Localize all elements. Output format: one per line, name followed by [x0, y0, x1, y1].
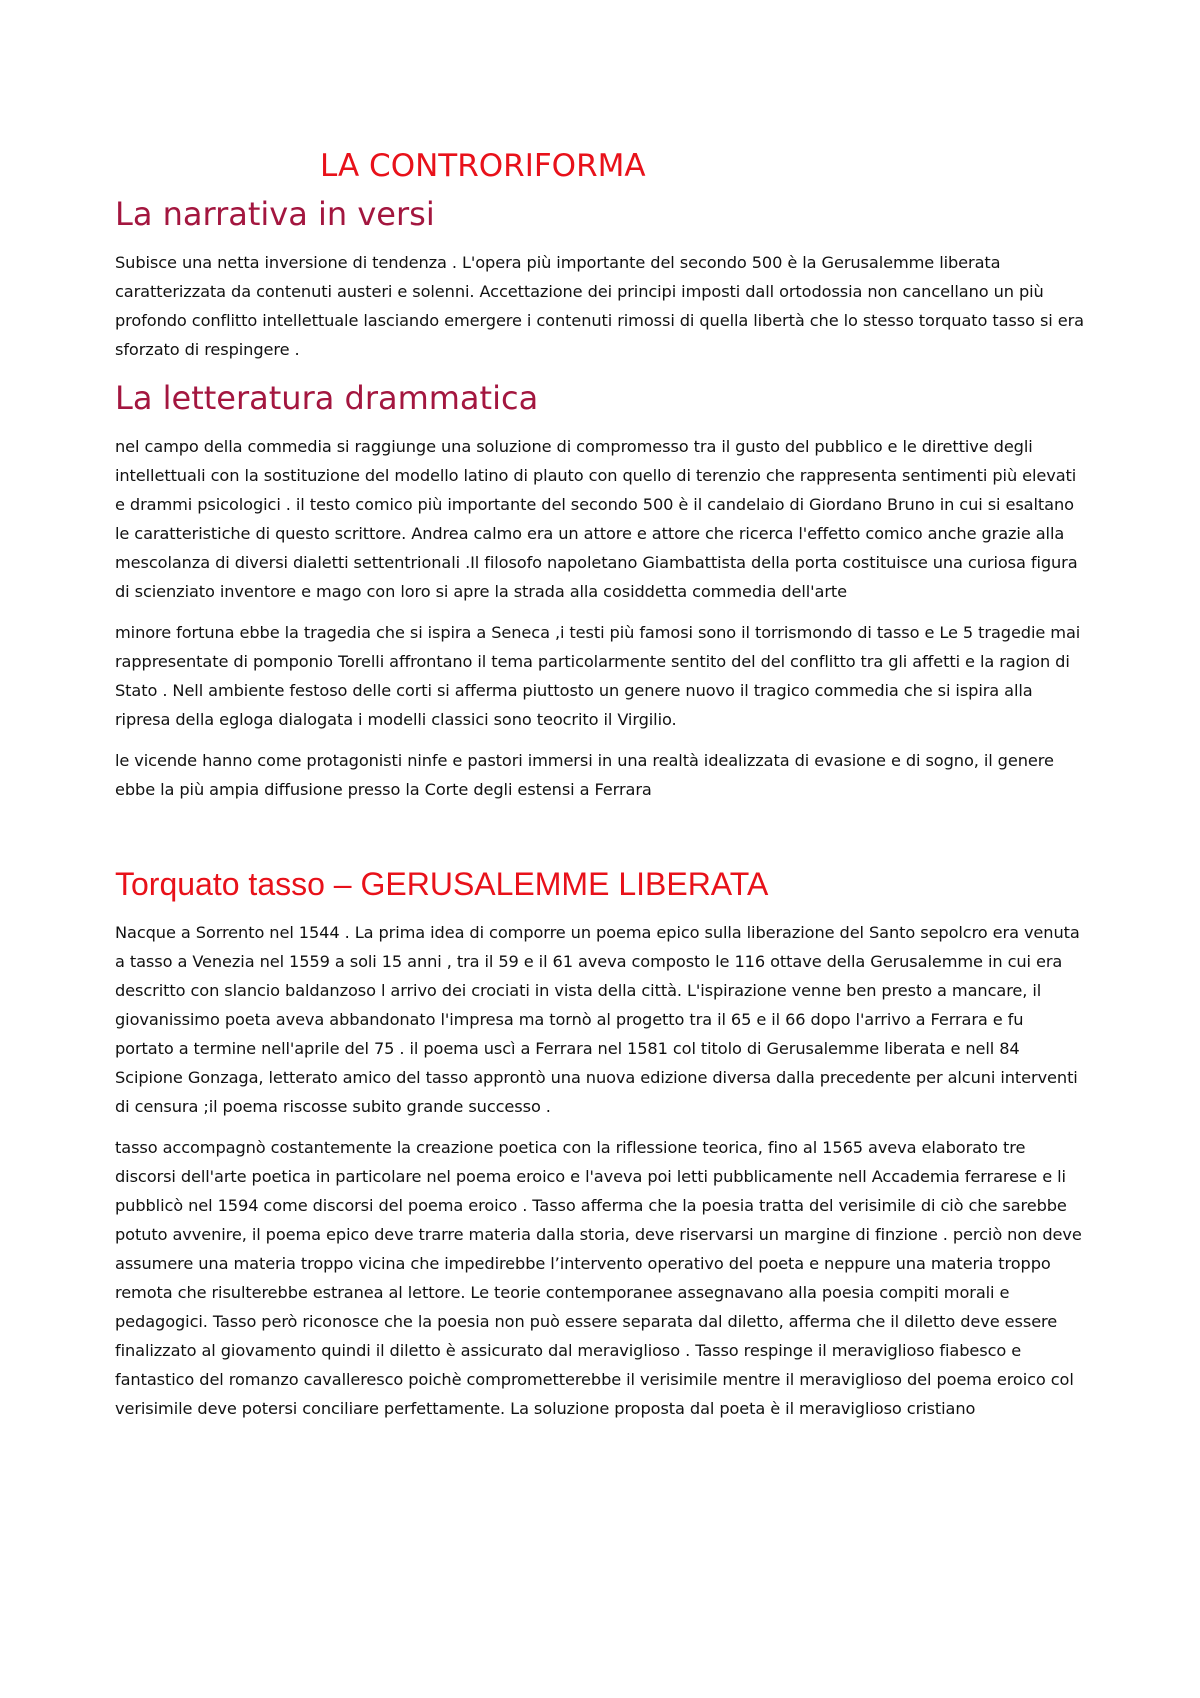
- section-heading: La narrativa in versi: [115, 195, 435, 233]
- paragraph: Subisce una netta inversione di tendenza . L'opera più importante del secondo 500 è la Gerusalemme liberata caratterizzata da contenuti austeri e solenni. Accettazione dei principi imposti dall ortodossia non cancellano un più profondo conflitto intellettuale lasciando emergere i contenuti rimossi di quella libertà che lo stesso torquato tasso si era sforzato di respingere .: [115, 253, 1084, 359]
- paragraph: nel campo della commedia si raggiunge una soluzione di compromesso tra il gusto del pubblico e le direttive degli intellettuali con la sostituzione del modello latino di plauto con quello di terenzio che rappresenta sentimenti più elevati e drammi psicologici . il testo comico più importante del secondo 500 è il candelaio di Giordano Bruno in cui si esaltano le caratteristiche di questo scrittore. Andrea calmo era un attore e attore che ricerca l'effetto comico anche grazie alla mescolanza di diversi dialetti settentrionali .Il filosofo napoletano Giambattista della porta costituisce una curiosa figura di scienziato inventore e mago con loro si apre la strada alla cosiddetta commedia dell'arte: [115, 437, 1078, 601]
- section-narrativa-in-versi: [115, 194, 1085, 364]
- document-content: [115, 138, 1085, 1435]
- section-letteratura-drammatica: [115, 378, 1085, 804]
- section-torquato-tasso: [115, 864, 1085, 1423]
- paragraph: le vicende hanno come protagonisti ninfe e pastori immersi in una realtà idealizzata di evasione e di sogno, il genere ebbe la più ampia diffusione presso la Corte degli estensi a Ferrara: [115, 751, 1054, 799]
- section-heading: Torquato tasso – GERUSALEMME LIBERATA: [115, 866, 769, 902]
- section-heading: La letteratura drammatica: [115, 379, 539, 417]
- paragraph: tasso accompagnò costantemente la creazione poetica con la riflessione teorica, fino al 1565 aveva elaborato tre discorsi dell'arte poetica in particolare nel poema eroico e l'aveva poi letti pubblicamente nell Accademia ferrarese e li pubblicò nel 1594 come discorsi del poema eroico . Tasso afferma che la poesia tratta del verisimile di ciò che sarebbe potuto avvenire, il poema epico deve trarre materia dalla storia, deve riservarsi un margine di finzione . perciò non deve assumere una materia troppo vicina che impedirebbe l’intervento operativo del poeta e neppure una materia troppo remota che risulterebbe estranea al lettore. Le teorie contemporanee assegnavano alla poesia compiti morali e pedagogici. Tasso però riconosce che la poesia non può essere separata dal diletto, afferma che il diletto deve essere finalizzato al giovamento quindi il diletto è assicurato dal meraviglioso . Tasso respinge il meraviglioso fiabesco e fantastico del romanzo cavalleresco poichè comprometterebbe il verisimile mentre il meraviglioso del poema eroico col verisimile deve potersi conciliare perfettamente. La soluzione proposta dal poeta è il meraviglioso cristiano: [115, 1138, 1082, 1418]
- document-title: LA CONTRORIFORMA: [320, 148, 646, 184]
- paragraph: Nacque a Sorrento nel 1544 . La prima idea di comporre un poema epico sulla liberazione del Santo sepolcro era venuta a tasso a Venezia nel 1559 a soli 15 anni , tra il 59 e il 61 aveva composto le 116 ottave della Gerusalemme in cui era descritto con slancio baldanzoso l arrivo dei crociati in vista della città. L'ispirazione venne ben presto a mancare, il giovanissimo poeta aveva abbandonato l'impresa ma tornò al progetto tra il 65 e il 66 dopo l'arrivo a Ferrara e fu portato a termine nell'aprile del 75 . il poema uscì a Ferrara nel 1581 col titolo di Gerusalemme liberata e nell 84 Scipione Gonzaga, letterato amico del tasso approntò una nuova edizione diversa dalla precedente per alcuni interventi di censura ;il poema riscosse subito grande successo .: [115, 923, 1080, 1116]
- paragraph: minore fortuna ebbe la tragedia che si ispira a Seneca ,i testi più famosi sono il torrismondo di tasso e Le 5 tragedie mai rappresentate di pomponio Torelli affrontano il tema particolarmente sentito del del conflitto tra gli affetti e la ragion di Stato . Nell ambiente festoso delle corti si afferma piuttosto un genere nuovo il tragico commedia che si ispira alla ripresa della egloga dialogata i modelli classici sono teocrito il Virgilio.: [115, 623, 1081, 729]
